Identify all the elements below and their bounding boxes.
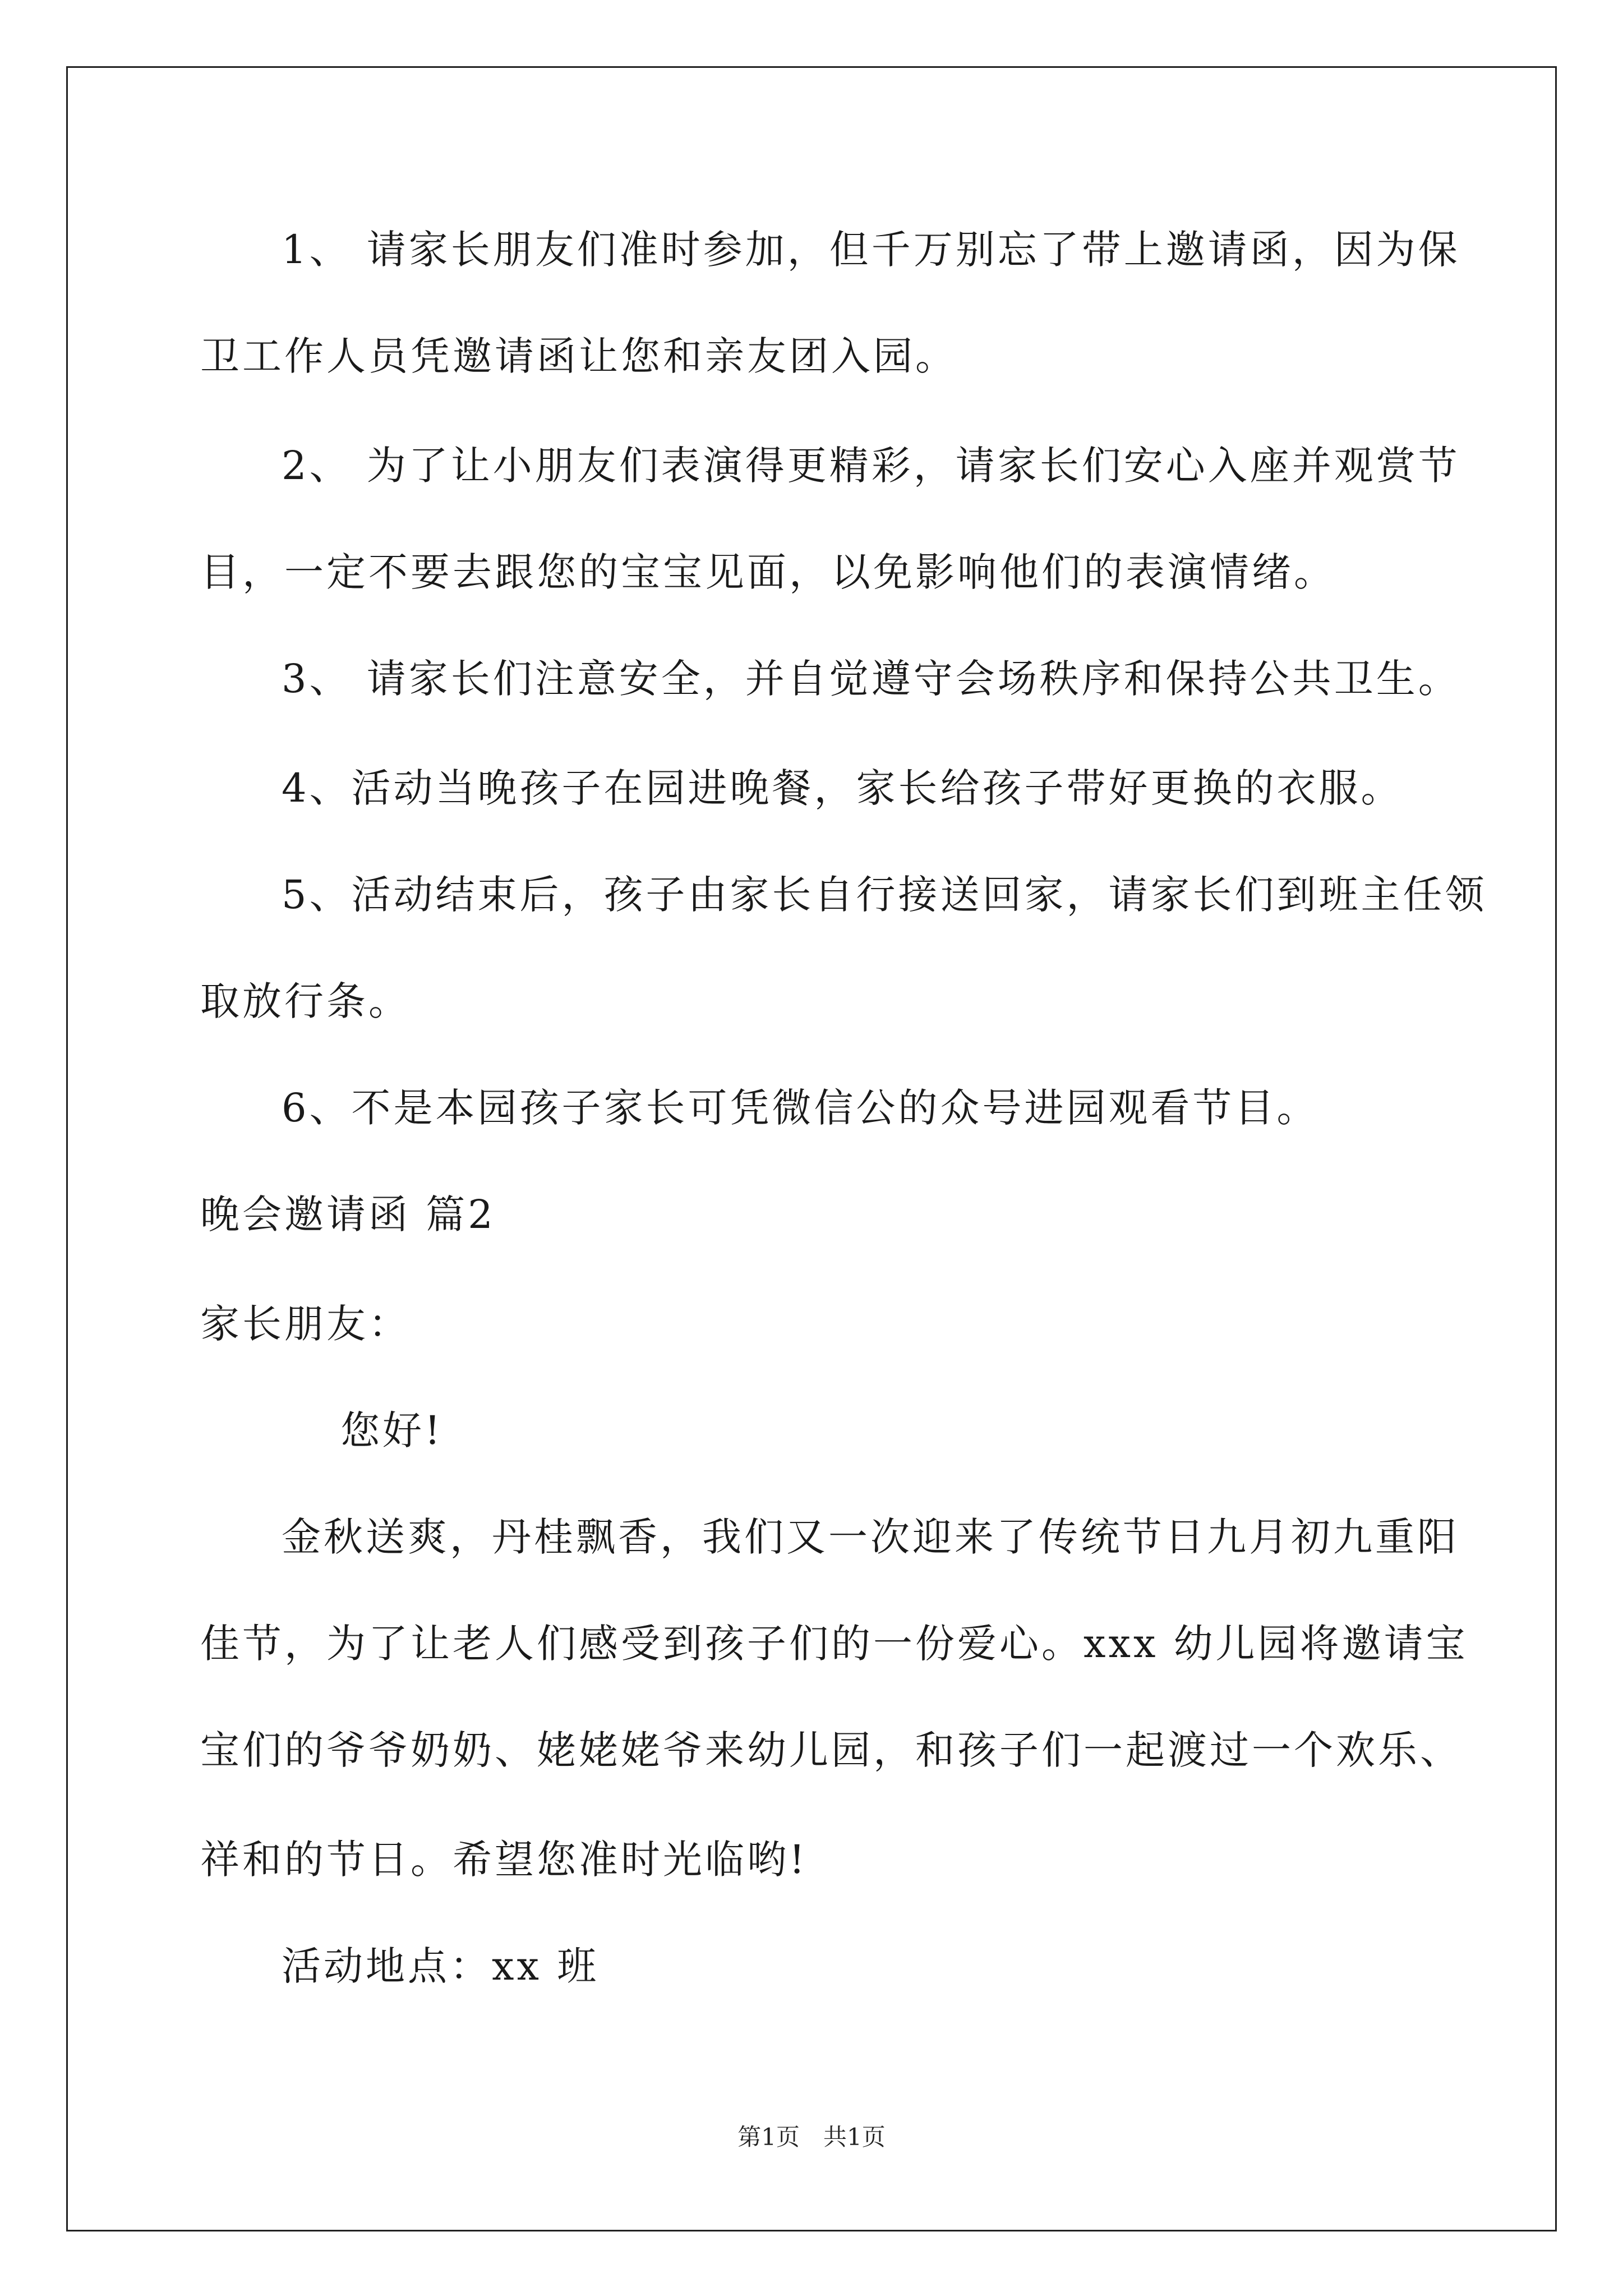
paragraph-line: 5、活动结束后，孩子由家长自行接送回家，请家长们到班主任领 <box>282 872 1487 918</box>
page-border <box>66 66 1557 2231</box>
page-footer: 第1页 共1页 <box>737 2123 886 2151</box>
salutation: 家长朋友： <box>200 1301 411 1347</box>
paragraph-line: 目，一定不要去跟您的宝宝见面，以免影响他们的表演情绪。 <box>200 549 1336 595</box>
paragraph-line: 6、不是本园孩子家长可凭微信公的众号进园观看节目。 <box>282 1085 1319 1131</box>
paragraph-line: 1、 请家长朋友们准时参加，但千万别忘了带上邀请函，因为保 <box>282 227 1460 273</box>
paragraph-line: 金秋送爽，丹桂飘香，我们又一次迎来了传统节日九月初九重阳 <box>282 1514 1459 1560</box>
paragraph-line: 取放行条。 <box>200 978 411 1024</box>
paragraph-line: 活动地点：xx 班 <box>282 1943 600 1989</box>
paragraph-line: 佳节，为了让老人们感受到孩子们的一份爱心。xxx 幼儿园将邀请宝 <box>200 1621 1468 1667</box>
greeting: 您好! <box>340 1407 444 1453</box>
paragraph-line: 祥和的节日。希望您准时光临哟! <box>200 1837 808 1883</box>
paragraph-line: 3、 请家长们注意安全，并自觉遵守会场秩序和保持公共卫生。 <box>282 656 1460 702</box>
paragraph-line: 宝们的爷爷奶奶、姥姥姥爷来幼儿园，和孩子们一起渡过一个欢乐、 <box>200 1727 1462 1773</box>
paragraph-line: 2、 为了让小朋友们表演得更精彩，请家长们安心入座并观赏节 <box>282 443 1460 489</box>
paragraph-line: 4、活动当晚孩子在园进晚餐，家长给孩子带好更换的衣服。 <box>282 765 1403 811</box>
section-heading: 晚会邀请函 篇2 <box>200 1191 496 1237</box>
paragraph-line: 卫工作人员凭邀请函让您和亲友团入园。 <box>200 333 957 379</box>
